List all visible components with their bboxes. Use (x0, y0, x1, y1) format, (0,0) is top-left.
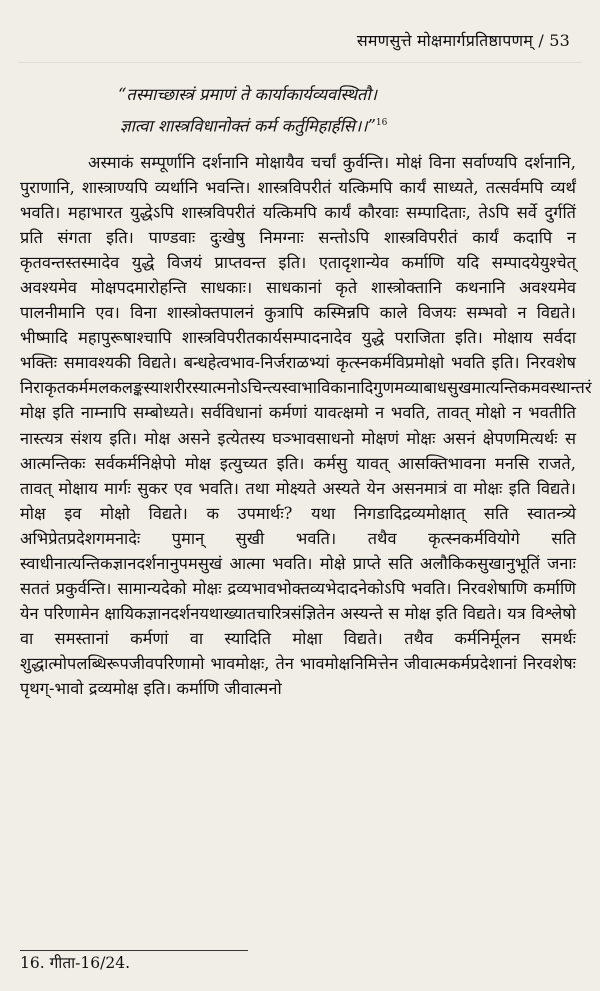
verse-line-2 (118, 109, 578, 141)
verse-line-1: “तस्माच्छास्त्रं प्रमाणं ते कार्याकार्यव्यवस्थितौ। (118, 85, 377, 104)
footnote-marker: 16 (375, 118, 388, 128)
header-rule (18, 62, 582, 63)
footnote-rule (20, 950, 248, 951)
body-paragraph: अस्माकं सम्पूर्णानि दर्शनानि मोक्षायैव चर्चां कुर्वन्ति। मोक्षं विना सर्वाण्यपि दर्शनानि, पुराणानि, शास्त्राण्यपि व्यर्थानि भवन्ति। शास्त्रविपरीतं यत्किमपि कार्यं साध्यते, तत्सर्वमपि व्यर्थं भवति। महाभारत युद्धेऽपि शास्त्रविपरीतं यत्किमपि कार्यं कौरवाः सम्पादिताः, तेऽपि सर्वे दुर्गतिं प्रति संगता इति। पाण्डवाः दुःखेषु निमग्नाः सन्तोऽपि शास्त्रविपरीतं कार्यं कदापि न कृतवन्तस्तस्मादेव युद्धे विजयं प्राप्तवन्त इति। एतादृशान्येव कर्माणि यदि सम्पादयेयुश्चेत् अवश्यमेव मोक्षपदमारोहन्ति साधकाः। साधकानां कृते शास्त्रोक्तानि कथनानि अवश्यमेव पालनीमानि एव। विना शास्त्रोक्तपालनं कुत्रापि कस्मिन्नपि काले विजयः सम्भवो न विद्यते। भीष्मादि महापुरूषाश्चापि शास्त्रविपरीतकार्यसम्पादनादेव युद्धे पराजिता इति। मोक्षाय सर्वदा भक्तिः समावश्यकी विद्यते। बन्धहेत्वभाव-निर्जराळभ्यां कृत्स्नकर्मविप्रमोक्षो भवति इति। निरवशेष निराकृतकर्ममलकलङ्कस्याशरीरस्यात्मनोऽचिन्त्यस्वाभाविकानादिगुणमव्याबाधसुखमात्यन्तिकमवस्थान्तरं मोक्ष इति नाम्नापि सम्बोध्यते। सर्वविधानां कर्मणां यावत्क्षमो न भवति, तावत् मोक्षो न भवतीति नास्त्यत्र संशय इति। मोक्ष असने इत्येतस्य घञ्भावसाधनो मोक्षणं मोक्षः असनं क्षेपणमित्यर्थः स आत्मन्तिकः सर्वकर्मनिक्षेपो मोक्ष इत्युच्यत इति। कर्मसु यावत् आसक्तिभावना मनसि राजते, तावत् मोक्षाय मार्गः सुकर एव भवति। तथा मोक्ष्यते अस्यते येन असनमात्रं वा मोक्षः इति विद्यते। मोक्ष इव मोक्षो विद्यते। क उपमार्थः? यथा निगडादिद्रव्यमोक्षात् सति स्वातन्त्र्ये अभिप्रेतप्रदेशगमनादेः पुमान् सुखी भवति। तथैव कृत्स्नकर्मवियोगे सति स्वाधीनात्यन्तिकज्ञानदर्शनानुपमसुखं आत्मा भवति। मोक्षे प्राप्ते सति अलौकिकसुखानुभूतिं जनाः सततं प्रकुर्वन्ति। सामान्यदेको मोक्षः द्रव्यभावभोक्तव्यभेदादनेकोऽपि भवति। निरवशेषाणि कर्माणि येन परिणामेन क्षायिकज्ञानदर्शनयथाख्यातचारित्रसंज्ञितेन अस्यन्ते स मोक्ष इति विद्यते। यत्र विश्लेषो वा समस्तानां कर्मणां वा स्यादिति मोक्षा विद्यते। तथैव कर्मनिर्मूलन समर्थः शुद्धात्मोपलब्धिरूपजीवपरिणामो भावमोक्षः, तेन भावमोक्षनिमित्तेन जीवात्मकर्मप्रदेशानां निरवशेषः पृथग्-भावो द्रव्यमोक्ष इति। कर्माणि जीवात्मनो (20, 153, 592, 698)
footnote: 16. गीता-16/24. (20, 954, 131, 972)
verse-line-2-text: ज्ञात्वा शास्त्रविधानोक्तं कर्म कर्तुमिहार्हसि।।” (120, 116, 376, 136)
running-header: समणसुत्ते मोक्षमार्गप्रतिष्ठापणम् / 53 (356, 31, 570, 50)
quoted-verse (118, 80, 578, 141)
